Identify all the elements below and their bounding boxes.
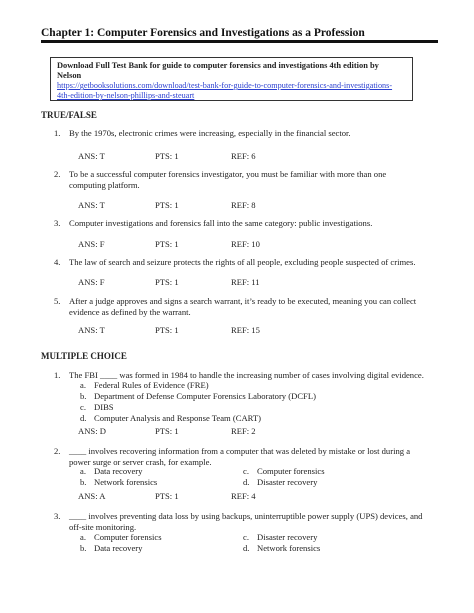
points-value: PTS: 1 <box>155 200 179 210</box>
mc1-option-a: a. Federal Rules of Evidence (FRE) <box>80 380 209 390</box>
points-value: PTS: 1 <box>155 426 179 436</box>
points-value: PTS: 1 <box>155 151 179 161</box>
download-heading-line2: Nelson <box>57 71 82 81</box>
download-heading-line1: Download Full Test Bank for guide to computer forensics and investigations 4th edition by <box>57 61 379 70</box>
download-box <box>50 57 413 101</box>
question-text: By the 1970s, electronic crimes were increasing, especially in the financial sector. <box>69 128 351 138</box>
points-value: PTS: 1 <box>155 239 179 249</box>
points-value: PTS: 1 <box>155 325 179 335</box>
question-text: power surge or server crash, for example. <box>69 456 212 467</box>
reference-value: REF: 10 <box>231 239 260 249</box>
reference-value: REF: 2 <box>231 426 256 436</box>
mc2-option-d: d. Disaster recovery <box>243 477 318 487</box>
question-text: To be a successful computer forensics investigator, you must be familiar with more than one <box>69 169 387 179</box>
answer-value: ANS: F <box>78 277 105 287</box>
title-rule <box>41 40 438 43</box>
mc2-option-c: c. Computer forensics <box>243 466 325 476</box>
points-value: PTS: 1 <box>155 277 179 287</box>
answer-value: ANS: T <box>78 200 105 210</box>
reference-value: REF: 8 <box>231 200 256 210</box>
question-number: 3. <box>54 511 61 521</box>
question-text: The FBI ____ was formed in 1984 to handle the increasing number of cases involving digital evidence. <box>69 370 424 380</box>
question-text: The law of search and seizure protects the rights of all people, excluding people suspected of crimes. <box>69 257 416 267</box>
reference-value: REF: 6 <box>231 151 256 161</box>
reference-value: REF: 11 <box>231 277 260 287</box>
mc1-option-b: b. Department of Defense Computer Forensics Laboratory (DCFL) <box>80 391 316 401</box>
mc3-option-a: a. Computer forensics <box>80 532 162 542</box>
mc3-option-b: b. Data recovery <box>80 543 143 553</box>
answer-value: ANS: T <box>78 151 105 161</box>
answer-value: ANS: D <box>78 426 106 436</box>
mc2-option-a: a. Data recovery <box>80 466 143 476</box>
question-number: 4. <box>54 257 61 267</box>
section-heading-true-false: TRUE/FALSE <box>41 110 97 120</box>
question-text: evidence as defined by the warrant. <box>69 306 191 317</box>
download-link-line1[interactable]: https://getbooksolutions.com/download/test-bank-for-guide-to-computer-forensics-and-investigations- <box>57 81 393 91</box>
points-value: PTS: 1 <box>155 491 179 501</box>
mc1-option-d: d. Computer Analysis and Response Team (CART) <box>80 413 261 423</box>
question-text: off-site monitoring. <box>69 521 137 532</box>
reference-value: REF: 4 <box>231 491 256 501</box>
question-number: 1. <box>54 128 61 138</box>
question-text: After a judge approves and signs a search warrant, it’s ready to be executed, meaning you can collect <box>69 296 417 306</box>
reference-value: REF: 15 <box>231 325 260 335</box>
mc3-option-c: c. Disaster recovery <box>243 532 318 542</box>
question-number: 3. <box>54 218 61 228</box>
answer-value: ANS: F <box>78 239 105 249</box>
question-number: 5. <box>54 296 61 306</box>
answer-value: ANS: T <box>78 325 105 335</box>
mc3-option-d: d. Network forensics <box>243 543 321 553</box>
answer-value: ANS: A <box>78 491 106 501</box>
question-text: ____ involves recovering information from a computer that was deleted by mistake or lost during a <box>69 446 411 456</box>
question-text: Computer investigations and forensics fall into the same category: public investigations. <box>69 218 373 228</box>
download-link-line2[interactable]: 4th-edition-by-nelson-phillips-and-steuart <box>57 91 195 100</box>
question-text: ____ involves preventing data loss by using backups, uninterruptible power supply (UPS) devices, and <box>69 511 423 521</box>
question-text: computing platform. <box>69 179 140 190</box>
mc1-option-c: c. DIBS <box>80 402 114 412</box>
chapter-title: Chapter 1: Computer Forensics and Investigations as a Profession <box>41 27 365 39</box>
question-number: 2. <box>54 169 61 179</box>
question-number: 1. <box>54 370 61 380</box>
question-number: 2. <box>54 446 61 456</box>
mc2-option-b: b. Network forensics <box>80 477 158 487</box>
section-heading-multiple-choice: MULTIPLE CHOICE <box>41 351 127 361</box>
